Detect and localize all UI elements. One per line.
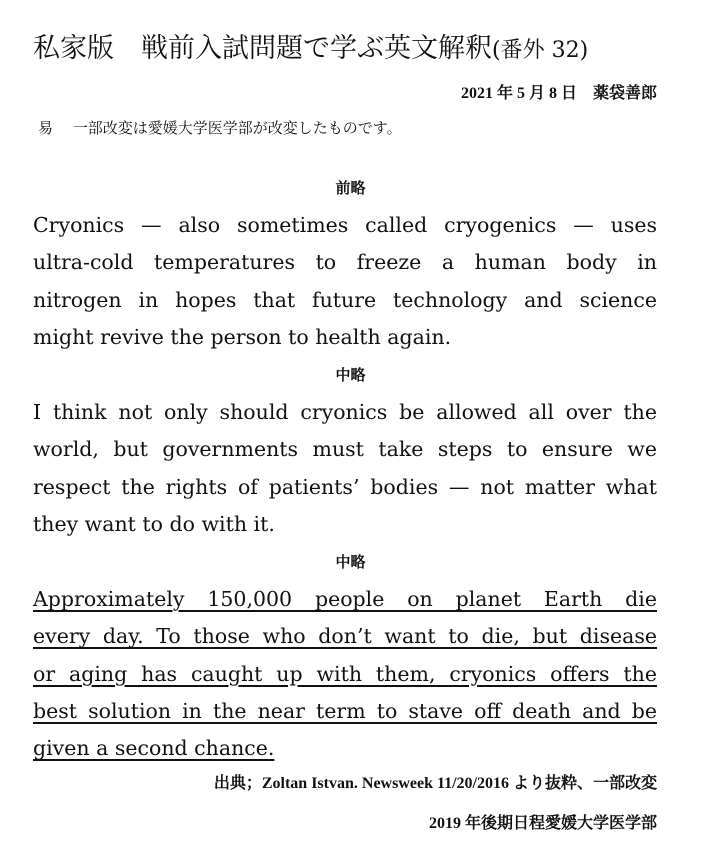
text-line: they want to do with it. — [33, 511, 275, 536]
exam-info: 2019 年後期日程愛媛大学医学部 — [428, 815, 657, 832]
text-line: I think not only should cryonics be allowed all over the — [33, 400, 657, 424]
text-line: world, but governments must take steps to ensure we — [33, 437, 657, 462]
title-main: 私家版 戦前入試問題で学ぶ英文解釈 — [33, 33, 492, 64]
omission-marker: 中略 — [335, 366, 366, 384]
text-line: every day. To those who don’t want to die, but disease — [33, 624, 657, 649]
text-line: nitrogen in hopes that future technology and science — [33, 287, 657, 312]
paragraph-2 — [33, 394, 657, 543]
text-line: ultra-cold temperatures to freeze a human body in — [33, 250, 657, 275]
omission-marker: 前略 — [335, 179, 366, 197]
text-line: given a second chance. — [33, 736, 275, 761]
difficulty-note: 易 一部改変は愛媛大学医学部が改変したものです。 — [38, 119, 402, 137]
text-line: respect the rights of patients’ bodies — not matter what — [33, 474, 657, 499]
document-title — [33, 26, 588, 65]
date-author: 2021 年 5 月 8 日 薬袋善郎 — [460, 85, 657, 102]
paragraph-1 — [33, 207, 657, 356]
text-line: Cryonics — also sometimes called cryogenics — uses — [33, 213, 657, 237]
text-line: Approximately 150,000 people on planet Earth die — [33, 587, 657, 611]
text-line: or aging has caught up with them, cryonics offers the — [33, 661, 657, 686]
source-citation: 出典；Zoltan Istvan. Newsweek 11/20/2016 より抜粋、一部改変 — [213, 775, 657, 792]
title-sub: (番外 32) — [492, 38, 589, 63]
paragraph-3-underlined — [33, 581, 657, 767]
text-line: best solution in the near term to stave off death and be — [33, 698, 657, 723]
text-line: might revive the person to health again. — [33, 324, 452, 349]
omission-marker: 中略 — [335, 553, 366, 571]
